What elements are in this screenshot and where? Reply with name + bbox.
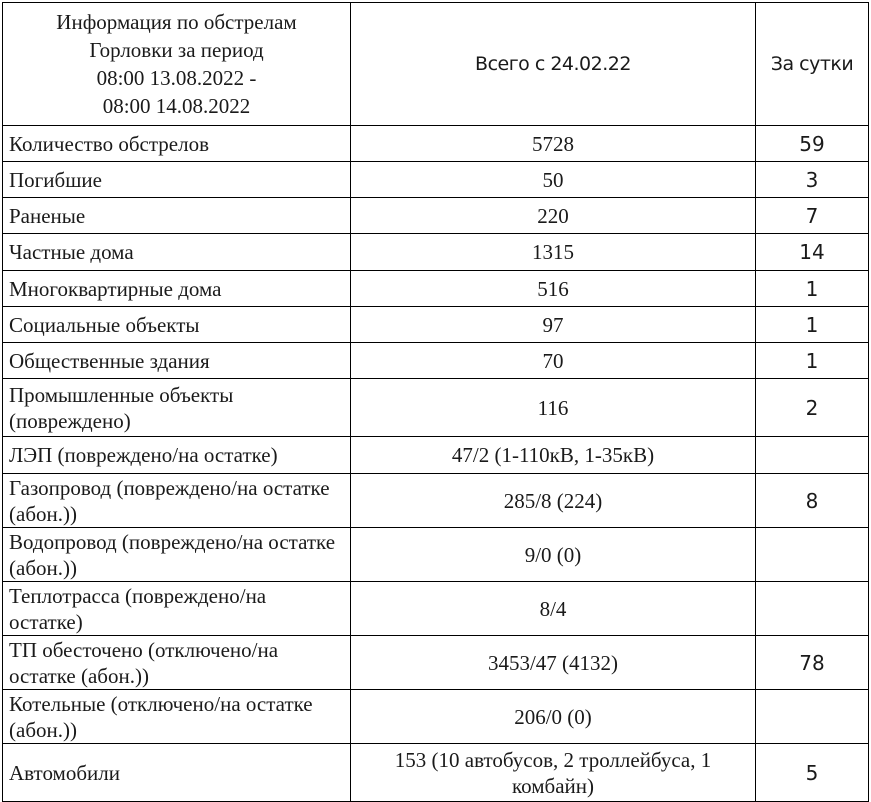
table-row bbox=[3, 126, 869, 162]
row-day: 3 bbox=[756, 162, 869, 198]
row-total: 116 bbox=[351, 379, 756, 437]
row-label: Частные дома bbox=[3, 234, 351, 271]
row-day: 1 bbox=[756, 307, 869, 343]
row-day: 14 bbox=[756, 234, 869, 271]
row-total: 1315 bbox=[351, 234, 756, 271]
table-row bbox=[3, 690, 869, 744]
row-day bbox=[756, 690, 869, 744]
row-label: Котельные (отключено/на остатке (абон.)) bbox=[3, 690, 351, 744]
row-day bbox=[756, 437, 869, 474]
header-row bbox=[3, 3, 869, 126]
row-label: Погибшие bbox=[3, 162, 351, 198]
row-total: 9/0 (0) bbox=[351, 528, 756, 582]
table-row bbox=[3, 379, 869, 437]
row-total: 153 (10 автобусов, 2 троллейбуса, 1 комбайн) bbox=[351, 744, 756, 802]
table-row bbox=[3, 744, 869, 802]
row-label: Многоквартирные дома bbox=[3, 271, 351, 307]
table-row bbox=[3, 198, 869, 234]
row-label: Социальные объекты bbox=[3, 307, 351, 343]
total-header: Всего с 24.02.22 bbox=[351, 3, 756, 126]
row-total: 285/8 (224) bbox=[351, 474, 756, 528]
row-total: 206/0 (0) bbox=[351, 690, 756, 744]
row-label: Общественные здания bbox=[3, 343, 351, 379]
row-label: Количество обстрелов bbox=[3, 126, 351, 162]
row-label: Газопровод (повреждено/на остатке (абон.)) bbox=[3, 474, 351, 528]
row-total: 70 bbox=[351, 343, 756, 379]
row-label: Автомобили bbox=[3, 744, 351, 802]
day-header: За сутки bbox=[756, 3, 869, 126]
row-total: 516 bbox=[351, 271, 756, 307]
row-total: 220 bbox=[351, 198, 756, 234]
row-day bbox=[756, 582, 869, 636]
table-row bbox=[3, 307, 869, 343]
row-day bbox=[756, 528, 869, 582]
row-total: 47/2 (1-110кВ, 1-35кВ) bbox=[351, 437, 756, 474]
row-total: 3453/47 (4132) bbox=[351, 636, 756, 690]
row-day: 7 bbox=[756, 198, 869, 234]
row-label: ЛЭП (повреждено/на остатке) bbox=[3, 437, 351, 474]
row-total: 8/4 bbox=[351, 582, 756, 636]
row-label: Промышленные объекты (повреждено) bbox=[3, 379, 351, 437]
row-label: Теплотрасса (повреждено/на остатке) bbox=[3, 582, 351, 636]
shelling-report-table bbox=[2, 2, 869, 802]
table-row bbox=[3, 343, 869, 379]
row-day: 8 bbox=[756, 474, 869, 528]
row-day: 78 bbox=[756, 636, 869, 690]
row-day: 5 bbox=[756, 744, 869, 802]
table-row bbox=[3, 437, 869, 474]
table-row bbox=[3, 162, 869, 198]
row-total: 5728 bbox=[351, 126, 756, 162]
table-row bbox=[3, 271, 869, 307]
table-row bbox=[3, 636, 869, 690]
row-label: Раненые bbox=[3, 198, 351, 234]
row-day: 1 bbox=[756, 271, 869, 307]
table-row bbox=[3, 582, 869, 636]
row-total: 50 bbox=[351, 162, 756, 198]
row-label: ТП обесточено (отключено/на остатке (абон.)) bbox=[3, 636, 351, 690]
row-total: 97 bbox=[351, 307, 756, 343]
table-row bbox=[3, 234, 869, 271]
period-header: Информация по обстрелам Горловки за период 08:00 13.08.2022 - 08:00 14.08.2022 bbox=[3, 3, 351, 126]
row-day: 59 bbox=[756, 126, 869, 162]
row-label: Водопровод (повреждено/на остатке (абон.)) bbox=[3, 528, 351, 582]
table-row bbox=[3, 474, 869, 528]
table-row bbox=[3, 528, 869, 582]
row-day: 1 bbox=[756, 343, 869, 379]
row-day: 2 bbox=[756, 379, 869, 437]
